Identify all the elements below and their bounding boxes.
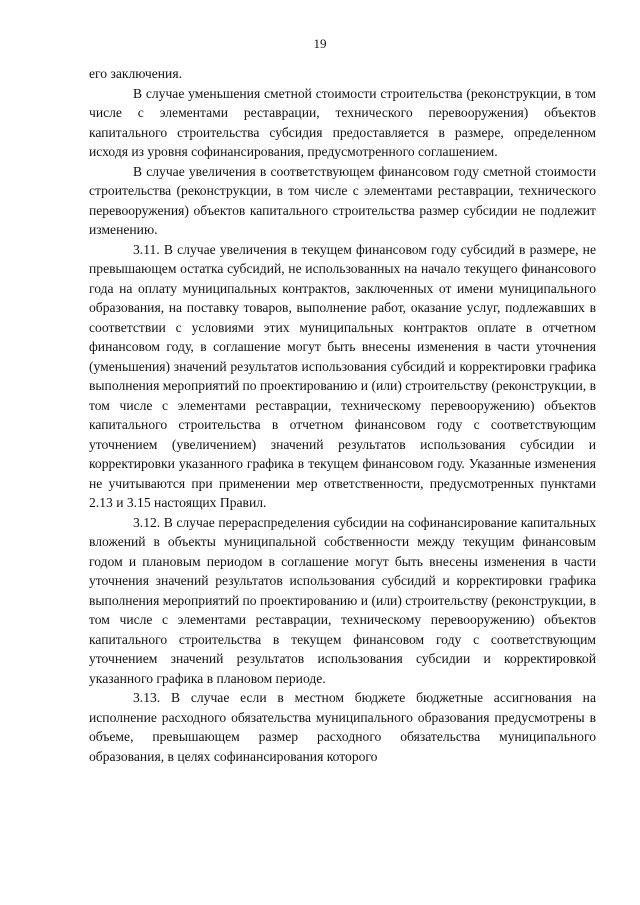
paragraph-continuation: его заключения. — [89, 66, 182, 81]
paragraph-clause-3-12: 3.12. В случае перераспределения субсидии на софинансирование капитальных вложений в объекты муниципальной собственности между текущим финансовым годом и плановым периодом в соглашение могут быть внесены изменения в части уточнения значений результатов использования субсидий и корректировки графика выполнения мероприятий по проектированию и (или) строительству (реконструкции, в том числе с элементами реставрации, техническому перевооружению) объектов капитального строительства в текущем финансовом году с соответствующим уточнением значений результатов использования субсидии и корректировкой указанного графика в плановом периоде. — [89, 514, 596, 686]
page-number: 19 — [313, 36, 327, 51]
paragraph-clause-3-13: 3.13. В случае если в местном бюджете бюджетные ассигнования на исполнение расходного обязательства муниципального образования предусмотрены в объеме, превышающем размер расходного обязательства муниципального образования, в целях софинансирования которого — [89, 690, 596, 764]
paragraph-clause-3-11: 3.11. В случае увеличения в текущем финансовом году субсидий в размере, не превышающем остатка субсидий, не использованных на начало текущего финансового года на оплату муниципальных контрактов, заключенных от имени муниципального образования, на поставку товаров, выполнение работ, оказание услуг, подлежавших в соответствии с условиями этих муниципальных контрактов оплате в отчетном финансовом году, в соглашение могут быть внесены изменения в части уточнения (уменьшения) значений результатов использования субсидий и корректировки графика выполнения мероприятий по проектированию и (или) строительству (реконструкции, в том числе с элементами реставрации, техническому перевооружению) объектов капитального строительства в отчетном финансовом году с соответствующим уточнением (увеличением) значений результатов использования субсидии и корректировки указанного графика в текущем финансовом году. Указанные изменения не учитываются при применении мер ответственности, предусмотренных пунктами 2.13 и 3.15 настоящих Правил. — [89, 241, 596, 510]
paragraph-estimate-increase: В случае увеличения в соответствующем финансовом году сметной стоимости строительства (реконструкции, в том числе с элементами реставрации, технического перевооружения) объектов капитального строительства размер субсидии не подлежит изменению. — [89, 163, 596, 237]
paragraph-estimate-decrease: В случае уменьшения сметной стоимости строительства (реконструкции, в том числе с элементами реставрации, технического перевооружения) объектов капитального строительства субсидия предоставляется в размере, определенном исходя из уровня софинансирования, предусмотренного соглашением. — [89, 85, 596, 159]
document-body — [89, 64, 596, 766]
